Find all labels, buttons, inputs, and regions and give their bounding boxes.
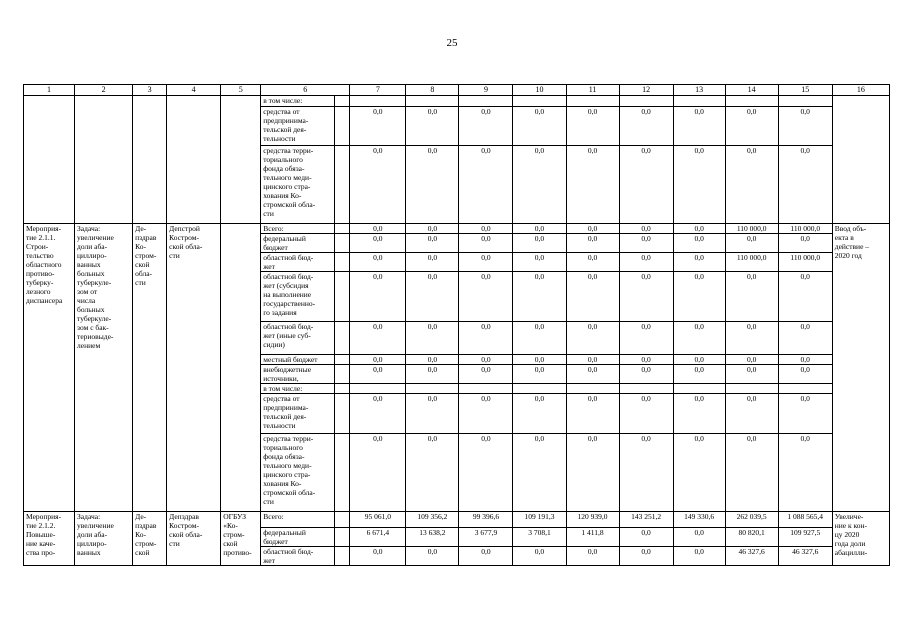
value-cell: 0,0 bbox=[619, 234, 673, 253]
value-cell: 0,0 bbox=[778, 365, 832, 384]
row-label: Всего: bbox=[261, 512, 335, 528]
header-cell: 2 bbox=[75, 85, 133, 96]
value-cell: 95 061,0 bbox=[350, 512, 406, 528]
row-label: средства терри- ториального фонда обяза- тельного меди- цинского стра- хования Ко- стромской обла- сти bbox=[261, 146, 335, 224]
empty-cell bbox=[335, 107, 350, 146]
value-cell: 0,0 bbox=[513, 224, 566, 234]
cell-c1: Мероприя- тие 2.1.2. Повыше- ние каче- ства про- bbox=[24, 512, 75, 566]
value-cell: 1 088 565,4 bbox=[778, 512, 832, 528]
row-label: Всего: bbox=[261, 224, 335, 234]
value-cell: 0,0 bbox=[459, 253, 513, 272]
value-cell: 0,0 bbox=[566, 253, 619, 272]
value-cell: 110 000,0 bbox=[725, 224, 778, 234]
value-cell: 0,0 bbox=[566, 234, 619, 253]
value-cell: 0,0 bbox=[619, 146, 673, 224]
header-cell: 11 bbox=[566, 85, 619, 96]
value-cell: 0,0 bbox=[673, 394, 725, 434]
value-cell: 3 708,1 bbox=[513, 528, 566, 547]
value-cell: 0,0 bbox=[778, 146, 832, 224]
value-cell: 0,0 bbox=[778, 107, 832, 146]
value-cell: 0,0 bbox=[513, 107, 566, 146]
value-cell: 0,0 bbox=[673, 146, 725, 224]
value-cell: 0,0 bbox=[350, 253, 406, 272]
row-label: областной бюд- жет (субсидия на выполнение государственно- го задания bbox=[261, 272, 335, 322]
value-cell: 0,0 bbox=[778, 272, 832, 322]
value-cell bbox=[350, 96, 406, 107]
empty-cell bbox=[335, 355, 350, 365]
value-cell: 0,0 bbox=[350, 224, 406, 234]
value-cell: 0,0 bbox=[725, 272, 778, 322]
value-cell: 0,0 bbox=[673, 107, 725, 146]
value-cell: 0,0 bbox=[406, 272, 459, 322]
cell-c4: Депстрой Костром- ской обла- сти bbox=[167, 224, 221, 512]
header-cell: 3 bbox=[133, 85, 167, 96]
value-cell: 0,0 bbox=[619, 547, 673, 566]
row-label: местный бюджет bbox=[261, 355, 335, 365]
value-cell: 120 939,0 bbox=[566, 512, 619, 528]
header-cell: 15 bbox=[778, 85, 832, 96]
value-cell: 0,0 bbox=[725, 394, 778, 434]
value-cell: 0,0 bbox=[619, 394, 673, 434]
value-cell: 0,0 bbox=[673, 434, 725, 512]
value-cell bbox=[778, 384, 832, 394]
cell-c3 bbox=[133, 96, 167, 224]
value-cell: 0,0 bbox=[406, 224, 459, 234]
header-cell: 7 bbox=[350, 85, 406, 96]
row-label: федеральный бюджет bbox=[261, 234, 335, 253]
value-cell: 0,0 bbox=[619, 322, 673, 355]
value-cell: 0,0 bbox=[619, 272, 673, 322]
empty-cell bbox=[335, 547, 350, 566]
value-cell: 0,0 bbox=[459, 146, 513, 224]
value-cell: 0,0 bbox=[566, 107, 619, 146]
value-cell: 0,0 bbox=[513, 394, 566, 434]
value-cell: 0,0 bbox=[566, 365, 619, 384]
table-row bbox=[24, 224, 890, 234]
row-label: внебюджетные источники, bbox=[261, 365, 335, 384]
value-cell: 0,0 bbox=[459, 224, 513, 234]
cell-c4: Депздрав Костром- ской обла- сти bbox=[167, 512, 221, 566]
row-label: областной бюд- жет bbox=[261, 253, 335, 272]
cell-c16: Ввод объ- екта в действие – 2020 год bbox=[832, 224, 889, 512]
value-cell: 0,0 bbox=[673, 528, 725, 547]
value-cell: 0,0 bbox=[459, 394, 513, 434]
value-cell: 0,0 bbox=[673, 322, 725, 355]
value-cell: 0,0 bbox=[725, 322, 778, 355]
cell-c1: Мероприя- тие 2.1.1. Строи- тельство областного противо- туберку- лезного диспансера bbox=[24, 224, 75, 512]
value-cell: 0,0 bbox=[406, 394, 459, 434]
budget-table bbox=[23, 84, 890, 566]
value-cell: 0,0 bbox=[459, 234, 513, 253]
empty-cell bbox=[335, 224, 350, 234]
header-cell: 4 bbox=[167, 85, 221, 96]
value-cell: 0,0 bbox=[778, 234, 832, 253]
value-cell: 0,0 bbox=[619, 253, 673, 272]
value-cell: 0,0 bbox=[725, 365, 778, 384]
value-cell: 0,0 bbox=[513, 547, 566, 566]
header-cell: 1 bbox=[24, 85, 75, 96]
empty-cell bbox=[335, 234, 350, 253]
value-cell: 0,0 bbox=[350, 547, 406, 566]
value-cell bbox=[725, 96, 778, 107]
value-cell: 46 327,6 bbox=[725, 547, 778, 566]
value-cell: 109 191,3 bbox=[513, 512, 566, 528]
value-cell bbox=[459, 96, 513, 107]
cell-c5 bbox=[221, 96, 261, 224]
value-cell bbox=[725, 384, 778, 394]
table-row bbox=[24, 96, 890, 107]
value-cell bbox=[513, 96, 566, 107]
value-cell: 3 677,9 bbox=[459, 528, 513, 547]
header-cell: 6 bbox=[261, 85, 350, 96]
header-cell: 10 bbox=[513, 85, 566, 96]
value-cell: 0,0 bbox=[619, 528, 673, 547]
value-cell: 0,0 bbox=[513, 322, 566, 355]
row-label: средства от предпринима- тельской дея- тельности bbox=[261, 394, 335, 434]
value-cell: 0,0 bbox=[513, 272, 566, 322]
value-cell: 0,0 bbox=[513, 365, 566, 384]
value-cell: 0,0 bbox=[725, 434, 778, 512]
value-cell bbox=[673, 384, 725, 394]
value-cell: 0,0 bbox=[566, 224, 619, 234]
page-number: 25 bbox=[446, 37, 458, 49]
value-cell: 110 000,0 bbox=[778, 224, 832, 234]
cell-c2: Задача: увеличение доли аба- циллиро- ванных больных туберкуле- зом от числа больных туберкуле- зом с бак- териовыде- лением bbox=[75, 224, 133, 512]
empty-cell bbox=[335, 322, 350, 355]
value-cell: 0,0 bbox=[513, 253, 566, 272]
row-label: областной бюд- жет bbox=[261, 547, 335, 566]
value-cell: 1 411,8 bbox=[566, 528, 619, 547]
value-cell: 0,0 bbox=[725, 146, 778, 224]
empty-cell bbox=[335, 146, 350, 224]
cell-c2: Задача: увеличение доли аба- циллиро- ванных bbox=[75, 512, 133, 566]
value-cell: 0,0 bbox=[725, 234, 778, 253]
value-cell: 0,0 bbox=[350, 394, 406, 434]
empty-cell bbox=[335, 512, 350, 528]
value-cell: 0,0 bbox=[778, 394, 832, 434]
value-cell: 0,0 bbox=[513, 234, 566, 253]
value-cell: 0,0 bbox=[513, 146, 566, 224]
value-cell: 0,0 bbox=[406, 107, 459, 146]
value-cell: 0,0 bbox=[673, 253, 725, 272]
value-cell: 110 000,0 bbox=[778, 253, 832, 272]
value-cell: 0,0 bbox=[513, 434, 566, 512]
row-label: средства терри- ториального фонда обяза- тельного меди- цинского стра- хования Ко- стромской обла- сти bbox=[261, 434, 335, 512]
value-cell bbox=[673, 96, 725, 107]
empty-cell bbox=[335, 528, 350, 547]
value-cell: 13 638,2 bbox=[406, 528, 459, 547]
value-cell: 0,0 bbox=[725, 107, 778, 146]
value-cell: 0,0 bbox=[406, 253, 459, 272]
value-cell: 0,0 bbox=[619, 365, 673, 384]
row-label: в том числе: bbox=[261, 96, 335, 107]
value-cell: 0,0 bbox=[673, 365, 725, 384]
cell-c4 bbox=[167, 96, 221, 224]
value-cell: 109 356,2 bbox=[406, 512, 459, 528]
value-cell bbox=[513, 384, 566, 394]
value-cell: 0,0 bbox=[725, 355, 778, 365]
cell-c2 bbox=[75, 96, 133, 224]
value-cell: 0,0 bbox=[673, 224, 725, 234]
header-cell: 16 bbox=[832, 85, 889, 96]
cell-c16 bbox=[832, 96, 889, 224]
value-cell: 0,0 bbox=[406, 146, 459, 224]
empty-cell bbox=[335, 384, 350, 394]
value-cell: 0,0 bbox=[566, 547, 619, 566]
empty-cell bbox=[335, 394, 350, 434]
empty-cell bbox=[335, 365, 350, 384]
cell-c5: ОГБУЗ «Ко- стром- ской противо- bbox=[221, 512, 261, 566]
row-label: федеральный бюджет bbox=[261, 528, 335, 547]
table-row bbox=[24, 512, 890, 528]
value-cell: 0,0 bbox=[350, 107, 406, 146]
value-cell: 0,0 bbox=[406, 234, 459, 253]
header-cell: 12 bbox=[619, 85, 673, 96]
value-cell: 0,0 bbox=[778, 322, 832, 355]
value-cell bbox=[619, 384, 673, 394]
header-cell: 13 bbox=[673, 85, 725, 96]
value-cell: 109 927,5 bbox=[778, 528, 832, 547]
value-cell: 80 820,1 bbox=[725, 528, 778, 547]
value-cell: 0,0 bbox=[673, 355, 725, 365]
value-cell: 0,0 bbox=[459, 107, 513, 146]
value-cell: 0,0 bbox=[406, 322, 459, 355]
empty-cell bbox=[335, 272, 350, 322]
value-cell: 0,0 bbox=[350, 365, 406, 384]
empty-cell bbox=[335, 96, 350, 107]
value-cell: 0,0 bbox=[350, 322, 406, 355]
row-label: средства от предпринима- тельской дея- тельности bbox=[261, 107, 335, 146]
value-cell bbox=[566, 384, 619, 394]
value-cell bbox=[566, 96, 619, 107]
empty-cell bbox=[335, 253, 350, 272]
row-label: областной бюд- жет (иные суб- сидии) bbox=[261, 322, 335, 355]
value-cell: 143 251,2 bbox=[619, 512, 673, 528]
cell-c3: Де- пздрав Ко- стром- ской bbox=[133, 512, 167, 566]
value-cell: 0,0 bbox=[566, 394, 619, 434]
value-cell bbox=[350, 384, 406, 394]
value-cell: 0,0 bbox=[350, 355, 406, 365]
cell-c3: Де- пздрав Ко- стром- ской обла- сти bbox=[133, 224, 167, 512]
value-cell: 0,0 bbox=[619, 355, 673, 365]
value-cell: 0,0 bbox=[566, 434, 619, 512]
value-cell bbox=[406, 96, 459, 107]
empty-cell bbox=[335, 434, 350, 512]
value-cell: 0,0 bbox=[350, 146, 406, 224]
value-cell: 149 330,6 bbox=[673, 512, 725, 528]
value-cell: 0,0 bbox=[619, 434, 673, 512]
value-cell: 0,0 bbox=[406, 434, 459, 512]
header-cell: 5 bbox=[221, 85, 261, 96]
row-label: в том числе: bbox=[261, 384, 335, 394]
cell-c5 bbox=[221, 224, 261, 512]
value-cell: 99 396,6 bbox=[459, 512, 513, 528]
value-cell: 0,0 bbox=[673, 547, 725, 566]
value-cell: 0,0 bbox=[673, 234, 725, 253]
value-cell: 0,0 bbox=[619, 107, 673, 146]
value-cell: 0,0 bbox=[459, 272, 513, 322]
value-cell: 0,0 bbox=[406, 547, 459, 566]
value-cell: 110 000,0 bbox=[725, 253, 778, 272]
value-cell: 0,0 bbox=[406, 355, 459, 365]
value-cell: 262 039,5 bbox=[725, 512, 778, 528]
header-row bbox=[24, 85, 890, 96]
value-cell bbox=[778, 96, 832, 107]
value-cell: 0,0 bbox=[459, 355, 513, 365]
value-cell bbox=[619, 96, 673, 107]
header-cell: 8 bbox=[406, 85, 459, 96]
header-cell: 14 bbox=[725, 85, 778, 96]
header-cell: 9 bbox=[459, 85, 513, 96]
value-cell: 6 671,4 bbox=[350, 528, 406, 547]
value-cell: 0,0 bbox=[673, 272, 725, 322]
value-cell: 0,0 bbox=[778, 355, 832, 365]
cell-c1 bbox=[24, 96, 75, 224]
value-cell bbox=[459, 384, 513, 394]
value-cell: 0,0 bbox=[350, 272, 406, 322]
value-cell: 0,0 bbox=[566, 322, 619, 355]
value-cell: 0,0 bbox=[406, 365, 459, 384]
cell-c16: Увеличе- ние к кон- цу 2020 года доли абацилли- bbox=[832, 512, 889, 566]
value-cell: 0,0 bbox=[459, 547, 513, 566]
value-cell: 0,0 bbox=[619, 224, 673, 234]
value-cell: 0,0 bbox=[350, 234, 406, 253]
value-cell: 0,0 bbox=[459, 365, 513, 384]
value-cell: 46 327,6 bbox=[778, 547, 832, 566]
value-cell: 0,0 bbox=[459, 434, 513, 512]
value-cell: 0,0 bbox=[350, 434, 406, 512]
value-cell: 0,0 bbox=[566, 146, 619, 224]
value-cell: 0,0 bbox=[566, 355, 619, 365]
value-cell bbox=[406, 384, 459, 394]
value-cell: 0,0 bbox=[566, 272, 619, 322]
value-cell: 0,0 bbox=[513, 355, 566, 365]
value-cell: 0,0 bbox=[459, 322, 513, 355]
value-cell: 0,0 bbox=[778, 434, 832, 512]
